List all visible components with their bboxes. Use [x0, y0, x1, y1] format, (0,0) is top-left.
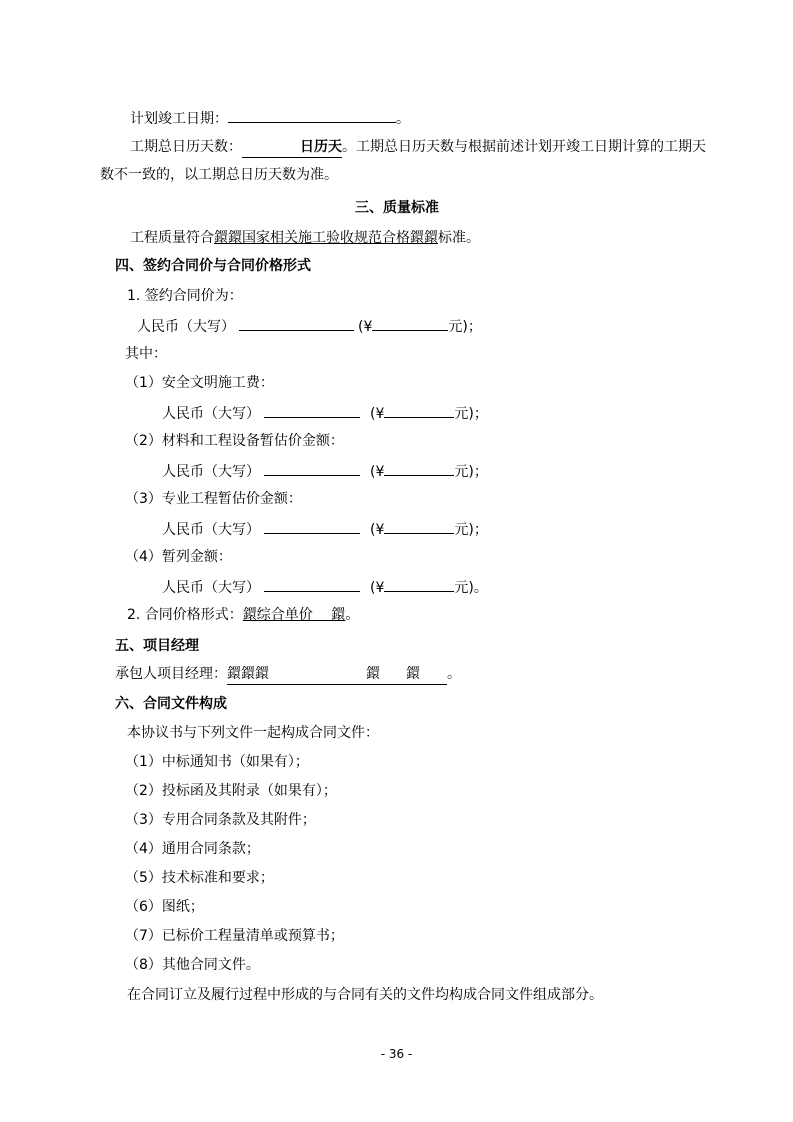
- yen-blank: [384, 460, 454, 476]
- yen-open: (¥: [370, 406, 385, 422]
- price-form-label: 2. 合同价格形式：: [127, 607, 243, 623]
- rmb-blank: [264, 460, 360, 476]
- price-label: 1. 签约合同价为：: [127, 288, 243, 304]
- yuan-close-end: 元)。: [454, 580, 488, 596]
- section-6-title: 六、合同文件构成: [115, 696, 227, 712]
- yen-open: (¥: [370, 522, 385, 538]
- rmb-label: 人民币（大写）: [162, 406, 260, 422]
- item-1-amount: [162, 402, 488, 422]
- rmb-blank: [264, 576, 360, 592]
- yen-blank: [372, 315, 448, 331]
- yen-open: (¥: [370, 580, 385, 596]
- quality-suffix: 标准。: [438, 230, 480, 246]
- rmb-label: 人民币（大写）: [137, 319, 235, 335]
- yen-blank: [384, 576, 454, 592]
- yuan-close: 元)；: [448, 319, 482, 335]
- duration-note-b: 数不一致的，以工期总日历天数为准。: [100, 167, 338, 183]
- yen-open: (¥: [370, 464, 385, 480]
- price-form-line: [127, 605, 359, 625]
- docs-intro: 本协议书与下列文件一起构成合同文件：: [127, 725, 379, 741]
- doc-item-2: （2）投标函及其附录（如果有）；: [125, 783, 337, 799]
- duration-line: [130, 137, 706, 157]
- pm-value-a: 鐶鐶鐶: [227, 666, 269, 682]
- quality-prefix: 工程质量符合: [130, 230, 214, 246]
- duration-note-a: 。工期总日历天数与根据前述计划开竣工日期计算的工期天: [342, 139, 706, 155]
- yen-open: (¥: [358, 319, 373, 335]
- finish-date-blank: [228, 107, 396, 123]
- finish-date-line: [130, 107, 410, 127]
- doc-item-6: （6）图纸；: [125, 899, 204, 915]
- rmb-blank: [264, 518, 360, 534]
- rmb-label: 人民币（大写）: [162, 464, 260, 480]
- yen-blank: [384, 402, 454, 418]
- item-3-amount: [162, 518, 488, 538]
- item-2-amount: [162, 460, 488, 480]
- item-3-label: （3）专业工程暂估价金额：: [125, 491, 302, 507]
- finish-date-label: 计划竣工日期：: [130, 111, 228, 127]
- item-2-label: （2）材料和工程设备暂估价金额：: [125, 433, 344, 449]
- item-4-label: （4）暂列金额：: [125, 549, 232, 565]
- doc-item-1: （1）中标通知书（如果有）；: [125, 754, 309, 770]
- rmb-blank: [239, 315, 354, 331]
- yuan-close: 元)；: [454, 464, 488, 480]
- yuan-close: 元)；: [454, 522, 488, 538]
- pm-value: [227, 664, 447, 685]
- item-1-label: （1）安全文明施工费：: [125, 375, 274, 391]
- pm-value-c: 鐶: [406, 666, 420, 682]
- rmb-label: 人民币（大写）: [162, 522, 260, 538]
- doc-item-4: （4）通用合同条款；: [125, 841, 260, 857]
- quality-filled: 鐶鐶国家相关施工验收规范合格鐶鐶: [214, 230, 438, 246]
- section-4-title: 四、签约合同价与合同价格形式: [115, 258, 311, 274]
- doc-item-5: （5）技术标准和要求；: [125, 870, 274, 886]
- duration-label: 工期总日历天数：: [130, 139, 242, 155]
- of-which: 其中：: [125, 346, 167, 362]
- docs-outro: 在合同订立及履行过程中形成的与合同有关的文件均构成合同文件组成部分。: [127, 987, 603, 1003]
- doc-item-8: （8）其他合同文件。: [125, 957, 260, 973]
- pm-line: [115, 664, 461, 684]
- section-5-title: 五、项目经理: [115, 638, 199, 654]
- pm-value-b: 鐶: [366, 666, 380, 682]
- doc-item-7: （7）已标价工程量清单或预算书；: [125, 928, 344, 944]
- yuan-close: 元)；: [454, 406, 488, 422]
- doc-item-3: （3）专用合同条款及其附件；: [125, 812, 316, 828]
- section-3-title: 三、质量标准: [355, 200, 439, 216]
- price-form-end: 。: [345, 607, 360, 623]
- quality-line: [130, 228, 480, 248]
- finish-date-end: 。: [396, 111, 410, 127]
- item-4-amount: [162, 576, 488, 596]
- pm-label: 承包人项目经理：: [115, 666, 227, 682]
- pm-end: 。: [447, 666, 461, 682]
- price-rmb-line: [137, 315, 482, 335]
- yen-blank: [384, 518, 454, 534]
- page-number: - 36 -: [380, 1047, 413, 1061]
- price-form-value: 鐶综合单价 鐶: [242, 607, 346, 623]
- rmb-label: 人民币（大写）: [162, 580, 260, 596]
- duration-value: 日历天: [242, 137, 342, 158]
- rmb-blank: [264, 402, 360, 418]
